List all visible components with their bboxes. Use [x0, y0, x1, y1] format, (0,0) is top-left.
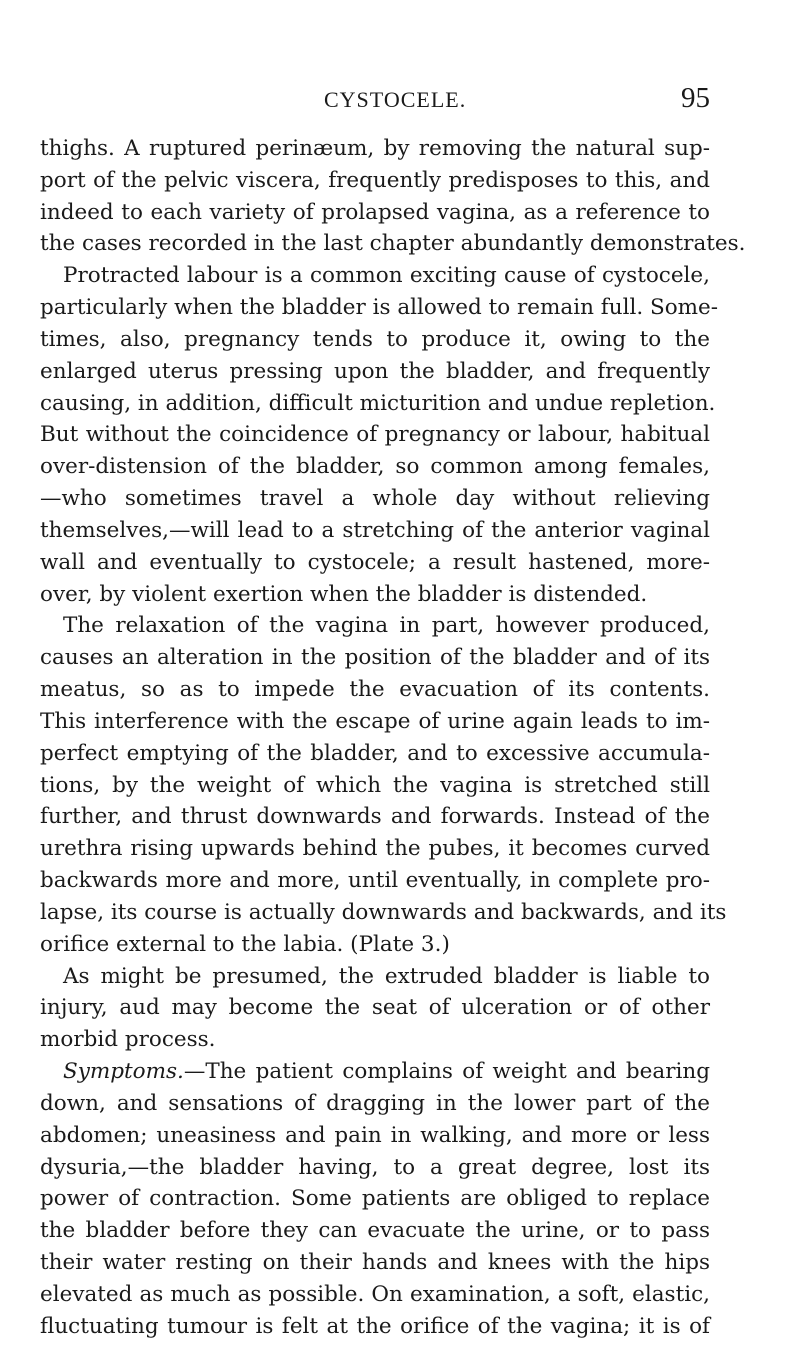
text-line: causes an alteration in the position of the bladder and of its: [40, 645, 710, 671]
text-line: Protracted labour is a common exciting cause of cystocele,: [63, 263, 710, 289]
text-line: —who sometimes travel a whole day without relieving: [40, 486, 710, 512]
text-line: wall and eventually to cystocele; a result hastened, more-: [40, 549, 710, 575]
text-line: indeed to each variety of prolapsed vagina, as a reference to: [40, 199, 710, 225]
text-line: injury, aud may become the seat of ulceration or of other: [40, 995, 710, 1021]
running-title: CYSTOCELE.: [324, 87, 467, 112]
text-line: urethra rising upwards behind the pubes, it becomes curved: [40, 836, 710, 862]
text-line: thighs. A ruptured perinæum, by removing the natural sup-: [40, 136, 710, 161]
text-line: The relaxation of the vagina in part, however produced,: [63, 613, 710, 639]
symptoms-line: [40, 1056, 710, 1088]
text-line: backwards more and more, until eventually, in complete pro-: [40, 868, 710, 894]
text-line: their water resting on their hands and knees with the hips: [40, 1249, 710, 1275]
text-line: As might be presumed, the extruded bladder is liable to: [63, 963, 710, 989]
text-line: abdomen; uneasiness and pain in walking, and more or less: [40, 1122, 710, 1148]
text-line: lapse, its course is actually downwards and backwards, and its: [40, 899, 727, 925]
text-line-segment: —The patient complains of weight and bearing: [183, 1059, 710, 1085]
text-line: fluctuating tumour is felt at the orifice of the vagina; it is of: [40, 1313, 710, 1339]
text-line: dysuria,—the bladder having, to a great degree, lost its: [40, 1154, 710, 1180]
text-line: over, by violent exertion when the bladder is distended.: [40, 581, 648, 607]
text-line: power of contraction. Some patients are obliged to replace: [40, 1186, 710, 1212]
text-line: themselves,—will lead to a stretching of the anterior vaginal: [40, 517, 710, 543]
text-line: particularly when the bladder is allowed to remain full. Some-: [40, 295, 719, 321]
text-line: meatus, so as to impede the evacuation of its contents.: [40, 677, 710, 703]
body-text: [40, 133, 746, 1342]
text-line: elevated as much as possible. On examination, a soft, elastic,: [40, 1281, 710, 1307]
text-line: the cases recorded in the last chapter abundantly demonstrates.: [40, 231, 746, 257]
running-head: [40, 82, 710, 118]
text-line: down, and sensations of dragging in the lower part of the: [40, 1090, 710, 1116]
text-line: the bladder before they can evacuate the urine, or to pass: [40, 1218, 710, 1244]
text-line: This interference with the escape of urine again leads to im-: [40, 708, 710, 734]
text-line: over-distension of the bladder, so common among females,: [40, 454, 710, 480]
text-line: orifice external to the labia. (Plate 3.): [40, 931, 450, 957]
page-number: 95: [681, 82, 710, 114]
text-line: further, and thrust downwards and forwards. Instead of the: [40, 804, 710, 830]
text-line: perfect emptying of the bladder, and to excessive accumula-: [40, 740, 710, 766]
text-line: causing, in addition, difficult micturition and undue repletion.: [40, 390, 716, 416]
text-line: morbid process.: [40, 1027, 216, 1053]
text-line: tions, by the weight of which the vagina is stretched still: [40, 772, 710, 798]
section-heading-symptoms: Symptoms.: [63, 1059, 184, 1085]
text-line: times, also, pregnancy tends to produce it, owing to the: [40, 326, 710, 352]
text-line: enlarged uterus pressing upon the bladder, and frequently: [40, 358, 710, 384]
text-line: But without the coincidence of pregnancy or labour, habitual: [40, 422, 710, 448]
text-line: port of the pelvic viscera, frequently predisposes to this, and: [40, 167, 710, 193]
